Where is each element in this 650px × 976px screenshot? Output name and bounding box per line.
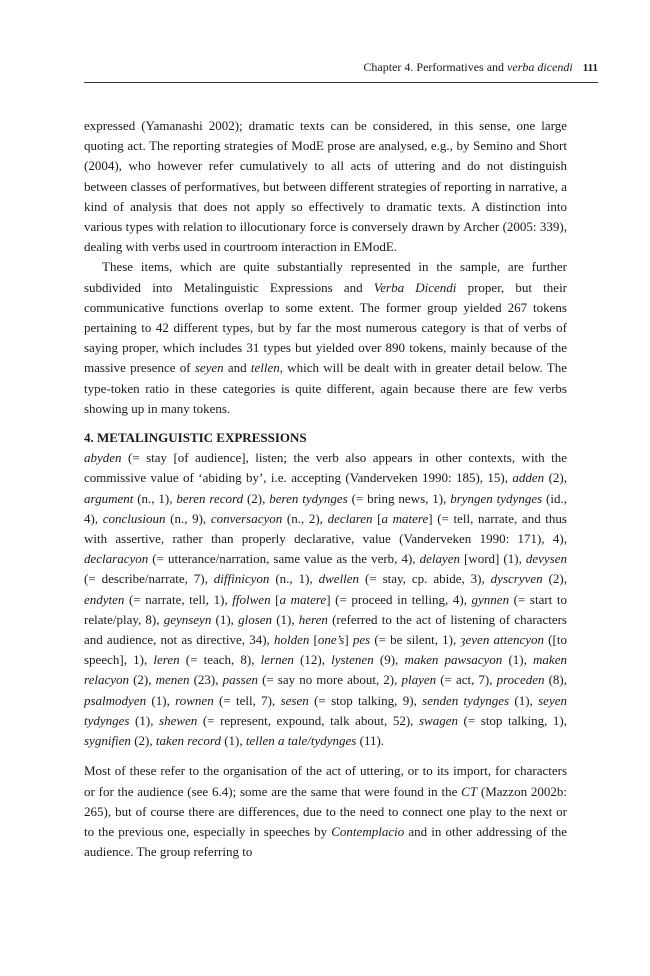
running-head-chapter-italic: verba dicendi — [507, 60, 573, 74]
section-heading: 4. METALINGUISTIC EXPRESSIONS — [84, 430, 307, 446]
paragraph: abyden (= stay [of audience], listen; the verb also appears in other contexts, with the commissive value of ‘abiding by’, i.e. accepting (Vanderveken 1990: 185), 15), adden (2), argument (n., 1), beren record (2), beren tydynges (= bring news, 1), bryngen tydynges (id., 4), conclusioun (n., 9), conversacyon (n., 2), declaren [a matere] (= tell, narrate, and thus with assertive, rather than properly declarative, value (Vanderveken 1990: 171), 4), declaracyon (= utterance/narration, same value as the verb, 4), delayen [word] (1), devysen (= describe/narrate, 7), diffinicyon (n., 1), dwellen (= stay, cp. abide, 3), dyscryven (2), endyten (= narrate, tell, 1), ffolwen [a matere] (= proceed in telling, 4), gynnen (= start to relate/play, 8), geynseyn (1), glosen (1), heren (referred to the act of listening of characters and audience, not as directive, 34), holden [one’s] pes (= be silent, 1), ȝeven attencyon ([to speech], 1), leren (= teach, 8), lernen (12), lystenen (9), maken pawsacyon (1), maken relacyon (2), menen (23), passen (= say no more about, 2), playen (= act, 7), proceden (8), psalmodyen (1), rownen (= tell, 7), sesen (= stop talking, 9), senden tydynges (1), seyen tydynges (1), shewen (= represent, expound, talk about, 52), swagen (= stop talking, 1), sygnifien (2), taken record (1), tellen a tale/tydynges (11). — [84, 450, 567, 749]
italic-term: swagen — [418, 712, 458, 728]
italic-term: glosen — [238, 611, 273, 627]
running-head-text — [363, 60, 598, 75]
italic-term: diffinicyon — [213, 571, 270, 587]
italic-term: abyden — [84, 450, 122, 466]
italic-term: conclusioun — [102, 510, 166, 526]
paragraph: These items, which are quite substantially represented in the sample, are further subdivided into Metalinguistic Expressions and Verba Dicendi proper, but their communicative functions overlap to some extent. The former group yielded 267 tokens pertaining to 42 different types, but by far the most numerous category is that of verbs of saying proper, which includes 31 types but yielded over 890 tokens, mainly because of the massive presence of seyen and tellen, which will be dealt with in greater detail below. The type-token ratio in these categories is quite different, again because there are few verbs showing up in many tokens. — [84, 259, 568, 416]
italic-term: leren — [153, 652, 180, 668]
italic-term: seyen tydynges — [84, 692, 567, 728]
italic-term: pes — [352, 632, 371, 648]
italic-term: maken pawsacyon — [404, 652, 503, 668]
italic-term: geynseyn — [163, 611, 212, 627]
italic-term: gynnen — [471, 591, 510, 607]
italic-term: seyen — [194, 360, 224, 376]
italic-term: conversacyon — [210, 510, 283, 526]
italic-term: Verba Dicendi — [373, 279, 457, 295]
italic-term: rownen — [175, 692, 214, 708]
italic-term: ffolwen — [232, 591, 271, 607]
running-head — [84, 56, 598, 83]
italic-term: lernen — [260, 652, 294, 668]
italic-term: passen — [222, 672, 258, 688]
italic-term: dwellen — [318, 571, 360, 587]
italic-term: dyscryven — [490, 571, 543, 587]
italic-term: beren tydynges — [269, 490, 348, 506]
italic-term: playen — [401, 672, 437, 688]
italic-term: devysen — [525, 551, 567, 567]
italic-term: maken relacyon — [84, 652, 567, 688]
italic-term: bryngen tydynges — [450, 490, 543, 506]
italic-term: taken record — [155, 733, 221, 749]
paragraph: Most of these refer to the organisation of the act of uttering, or to its import, for characters or for the audience (see 6.4); some are the same that were found in the CT (Mazzon 2002b: 265), but of course there are differences, due to the need to connect one play to the next or to the previous one, especially in speeches by Contemplacio and in other addressing of the audience. The group referring to — [84, 763, 567, 860]
running-head-chapter: Chapter 4. Performatives and — [363, 60, 508, 74]
italic-term: CT — [461, 783, 478, 799]
italic-term: heren — [298, 611, 328, 627]
italic-term: adden — [512, 470, 545, 486]
paragraph: expressed (Yamanashi 2002); dramatic texts can be considered, in this sense, one large quoting act. The reporting strategies of ModE prose are analysed, e.g., by Semino and Short (2004), who however refer cumulatively to all acts of uttering and do not distinguish between classes of performatives, but between different strategies of reporting in narrative, a kind of analysis that does not apply so effectively to dramatic texts. A distinction into various types with relation to illocutionary force is conversely drawn by Archer (2005: 339), dealing with verbs used in courtroom interaction in EModE. — [84, 118, 567, 255]
italic-term: argument — [84, 490, 134, 506]
main-text — [84, 116, 567, 862]
italic-term: tellen a tale/tydynges — [245, 733, 357, 749]
italic-term: a matere — [279, 591, 327, 607]
italic-term: Contemplacio — [331, 823, 405, 839]
italic-term: beren record — [176, 490, 244, 506]
italic-term: sygnifien — [84, 733, 131, 749]
italic-term: psalmodyen — [84, 692, 147, 708]
italic-term: menen — [155, 672, 190, 688]
italic-term: proceden — [496, 672, 545, 688]
italic-term: sesen — [280, 692, 309, 708]
italic-term: delayen — [419, 551, 460, 567]
italic-term: senden tydynges — [422, 692, 510, 708]
italic-term: declaracyon — [84, 551, 149, 567]
italic-term: lystenen — [331, 652, 374, 668]
italic-term: one’s — [317, 632, 345, 648]
italic-term: declaren — [327, 510, 373, 526]
italic-term: a matere — [381, 510, 429, 526]
italic-term: ȝeven attencyon — [460, 632, 545, 648]
italic-term: shewen — [159, 712, 198, 728]
italic-term: tellen — [250, 360, 280, 376]
italic-term: endyten — [84, 591, 125, 607]
italic-term: holden — [273, 632, 310, 648]
page-number: 111 — [582, 62, 598, 74]
